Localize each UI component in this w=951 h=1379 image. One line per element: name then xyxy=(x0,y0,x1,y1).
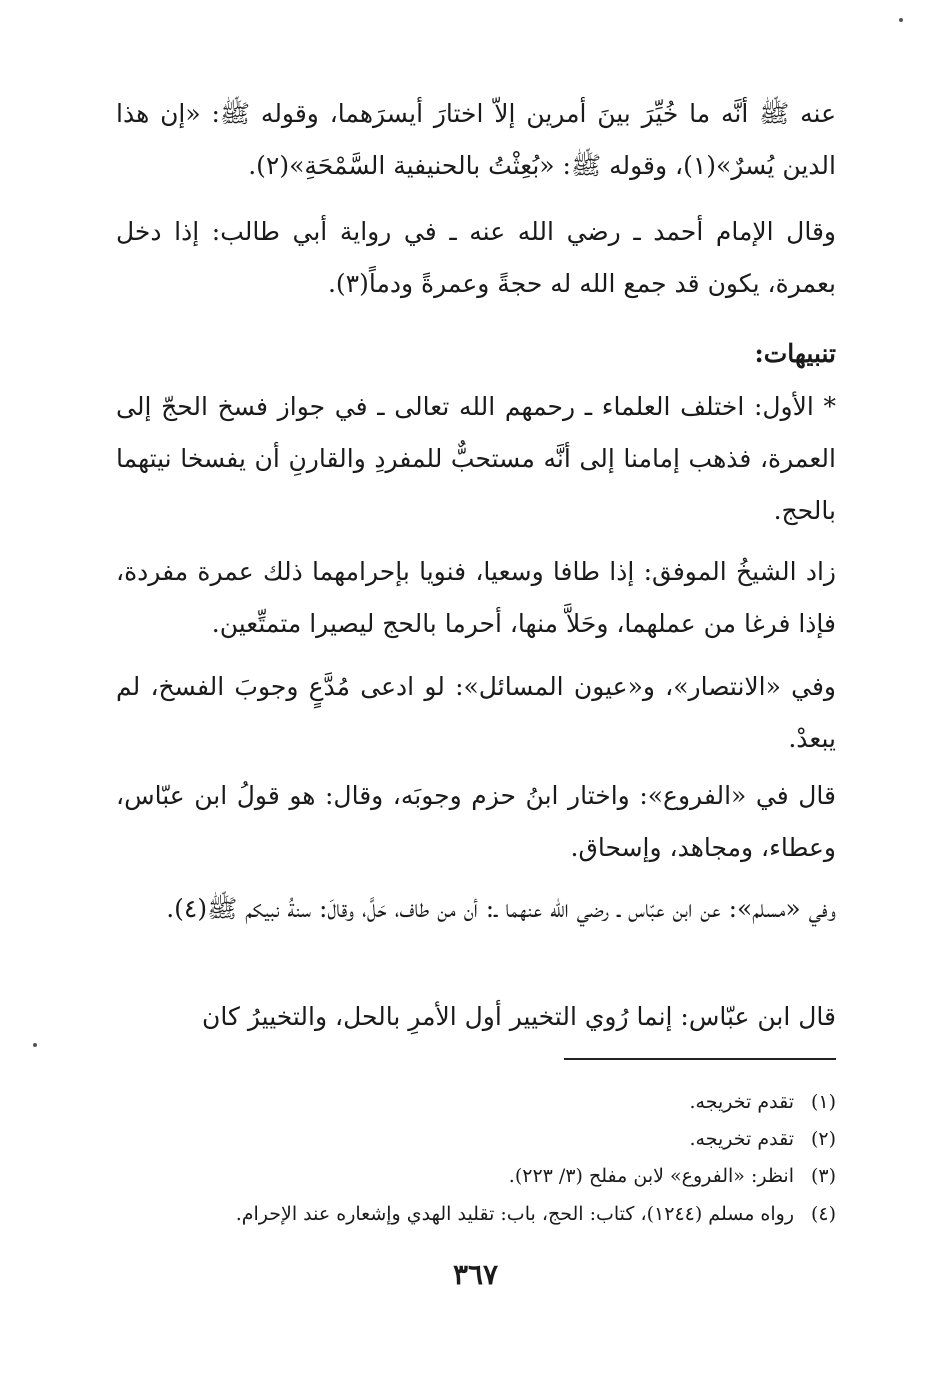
scan-speck xyxy=(33,1043,37,1047)
scan-speck xyxy=(899,18,903,22)
footnote-1 xyxy=(116,1084,836,1120)
footnote-3 xyxy=(116,1158,836,1194)
footnote-number: (٤) xyxy=(810,1203,836,1225)
footnote-text: رواه مسلم (١٢٤٤)، كتاب: الحج، باب: تقليد الهدي وإشعاره عند الإحرام. xyxy=(235,1203,794,1225)
footnote-number: (٢) xyxy=(810,1128,836,1150)
paragraph-7: وفي «مسلم»: عن ابن عبّاس ـ رضي الله عنهما ـ: أن من طاف، حَلَّ، وقالَ: سنةُ نبيكم ﷺ(٤). xyxy=(166,894,836,923)
footnote-divider xyxy=(564,1058,836,1060)
footnote-number: (١) xyxy=(810,1091,836,1113)
paragraph-1: عنه ﷺ أنَّه ما خُيِّرَ بينَ أمرين إلاّ اختارَ أيسرَهما، وقوله ﷺ: «إن هذا الدين يُسرٌ»(١)، وقوله ﷺ: «بُعِثْتُ بالحنيفية السَّمْحَةِ»(٢). xyxy=(116,99,836,180)
footnote-number: (٣) xyxy=(810,1165,836,1187)
footnote-text: انظر: «الفروع» لابن مفلح (٣/ ٢٢٣). xyxy=(508,1165,794,1187)
footnote-text: تقدم تخريجه. xyxy=(689,1091,794,1113)
page-number: ٣٦٧ xyxy=(452,1258,499,1291)
paragraph-4: زاد الشيخُ الموفق: إذا طافا وسعيا، فنويا بإحرامهما ذلك عمرة مفردة، فإذا فرغا من عملهما، وحَلاَّ منها، أحرما بالحج ليصيرا متمتِّعين. xyxy=(116,557,836,638)
paragraph-8: قال ابن عبّاس: إنما رُوي التخيير أول الأمرِ بالحل، والتخييرُ كان xyxy=(202,1002,836,1031)
section-heading: تنبيهات: xyxy=(754,339,836,368)
paragraph-3: * الأول: اختلف العلماء ـ رحمهم الله تعالى ـ في جواز فسخ الحجّ إلى العمرة، فذهب إمامنا إلى أنَّه مستحبٌّ للمفردِ والقارنِ أن يفسخا نيتهما بالحج. xyxy=(116,392,836,525)
paragraph-2: وقال الإمام أحمد ـ رضي الله عنه ـ في رواية أبي طالب: إذا دخل بعمرة، يكون قد جمع الله له حجةً وعمرةً ودماً(٣). xyxy=(116,217,836,298)
footnote-4 xyxy=(116,1196,836,1232)
paragraph-6: قال في «الفروع»: واختار ابنُ حزم وجوبَه، وقال: هو قولُ ابن عبّاس، وعطاء، ومجاهد، وإسحاق. xyxy=(116,781,836,862)
footnote-text: تقدم تخريجه. xyxy=(689,1128,794,1150)
paragraph-5: وفي «الانتصار»، و«عيون المسائل»: لو ادعى مُدَّعٍ وجوبَ الفسخ، لم يبعدْ. xyxy=(116,672,836,753)
footnote-2 xyxy=(116,1121,836,1157)
